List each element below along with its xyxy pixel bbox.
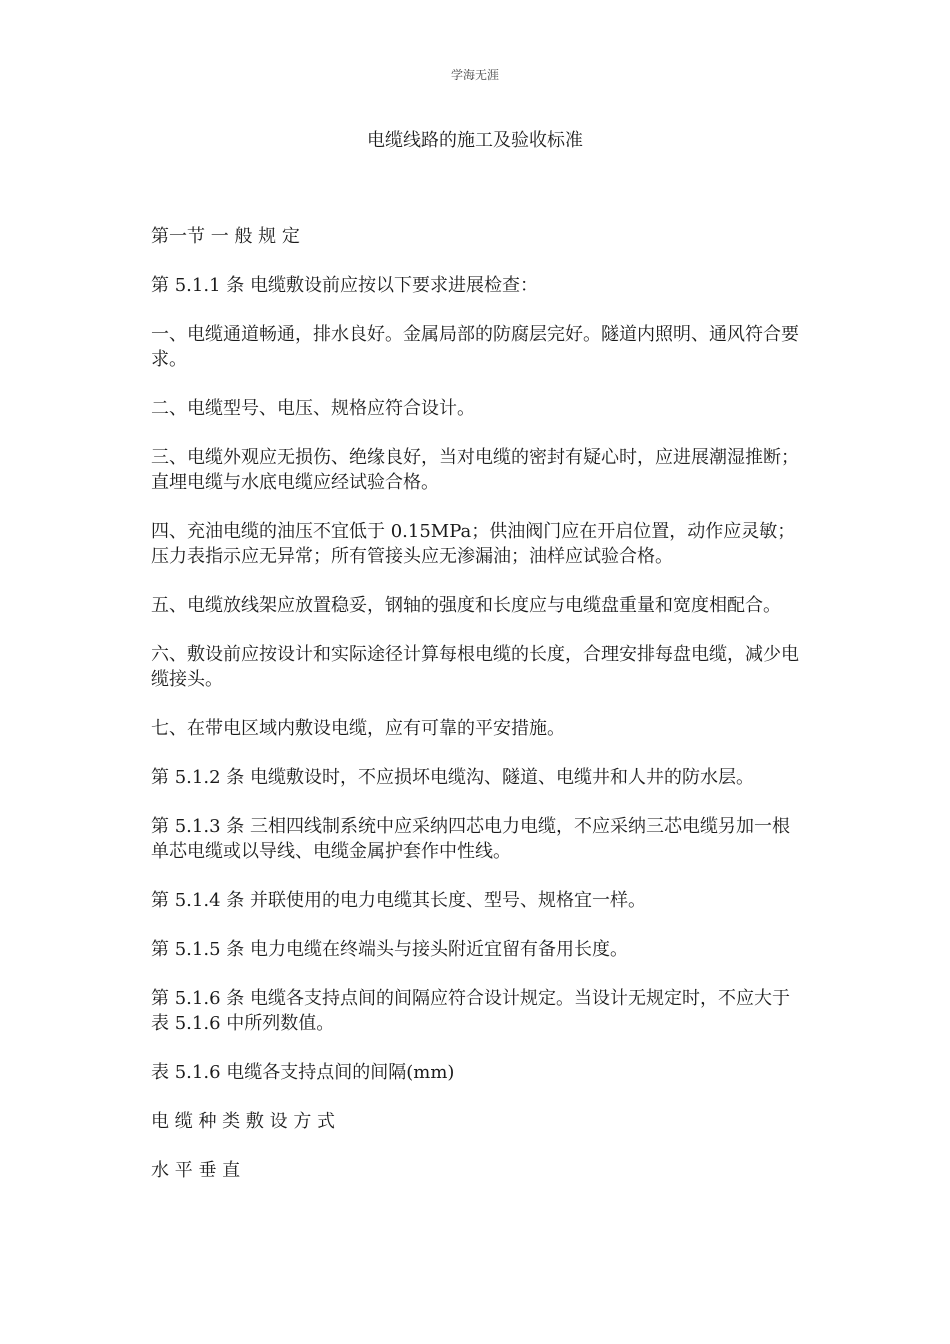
paragraph: 一、电缆通道畅通，排水良好。金属局部的防腐层完好。隧道内照明、通风符合要求。 (151, 324, 799, 370)
paragraph: 第 5.1.4 条 并联使用的电力电缆其长度、型号、规格宜一样。 (151, 890, 646, 911)
table-subheader-row: 水 平 垂 直 (151, 1160, 241, 1181)
paragraph: 五、电缆放线架应放置稳妥，钢轴的强度和长度应与电缆盘重量和宽度相配合。 (151, 595, 781, 616)
paragraph: 第 5.1.6 条 电缆各支持点间的间隔应符合设计规定。当设计无规定时，不应大于表 5.1.6 中所列数值。 (151, 988, 790, 1034)
table-caption: 表 5.1.6 电缆各支持点间的间隔(mm) (151, 1062, 455, 1083)
document-title: 电缆线路的施工及验收标准 (367, 130, 583, 151)
paragraph: 第 5.1.2 条 电缆敷设时，不应损坏电缆沟、隧道、电缆井和人井的防水层。 (151, 767, 754, 788)
table-header-row: 电 缆 种 类 敷 设 方 式 (151, 1111, 336, 1132)
paragraph: 第 5.1.1 条 电缆敷设前应按以下要求进展检查： (151, 275, 538, 296)
paragraph: 二、电缆型号、电压、规格应符合设计。 (151, 398, 475, 419)
section-heading: 第一节 一 般 规 定 (151, 226, 300, 247)
page-header: 学海无涯 (450, 68, 499, 82)
paragraph: 七、在带电区域内敷设电缆，应有可靠的平安措施。 (151, 718, 565, 739)
document-body (151, 224, 799, 1207)
paragraph: 第 5.1.3 条 三相四线制系统中应采纳四芯电力电缆，不应采纳三芯电缆另加一根单芯电缆或以导线、电缆金属护套作中性线。 (151, 816, 790, 862)
paragraph: 六、敷设前应按设计和实际途径计算每根电缆的长度，合理安排每盘电缆，减少电缆接头。 (151, 644, 799, 690)
paragraph: 三、电缆外观应无损伤、绝缘良好，当对电缆的密封有疑心时，应进展潮湿推断；直埋电缆与水底电缆应经试验合格。 (151, 447, 799, 493)
paragraph: 四、充油电缆的油压不宜低于 0.15MPa；供油阀门应在开启位置，动作应灵敏；压力表指示应无异常；所有管接头应无渗漏油；油样应试验合格。 (151, 521, 796, 567)
paragraph: 第 5.1.5 条 电力电缆在终端头与接头附近宜留有备用长度。 (151, 939, 628, 960)
